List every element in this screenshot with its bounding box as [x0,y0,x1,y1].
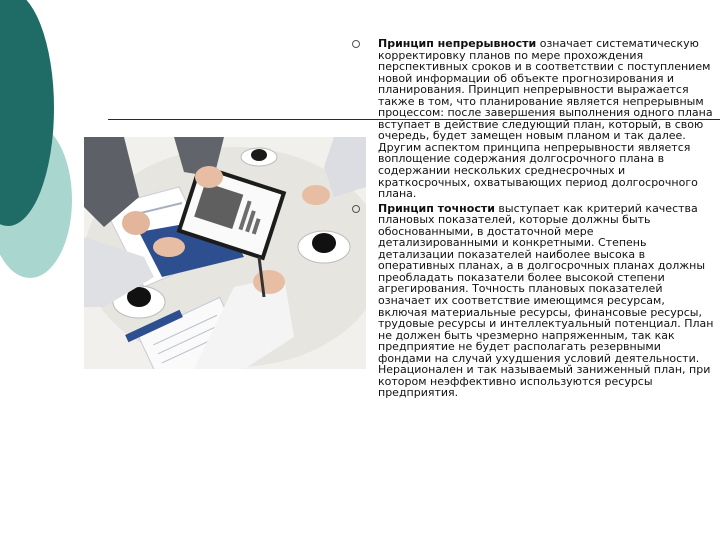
bullet-icon [352,205,360,213]
business-meeting-photo [84,137,366,369]
bullet-icon [352,40,360,48]
list-item-continuity [352,38,714,200]
content-list [352,38,714,399]
item-text: означает систематическую корректировку планов по мере прохождения перспективных сроков и в соответствии с поступлением новой информации об объекте прогнозирования и планирования. Принцип непрерывности выражается также в том, что планирование является непрерывным процессом: после завершения выполнения одного плана вступает в действие следующий план, который, в свою очередь, будет замещен новым планом и так далее. Другим аспектом принципа непрерывности является воплощение содержания долгосрочного плана в содержании нескольких среднесрочных и краткосрочных, охватывающих период долгосрочного плана. [378,37,713,201]
item-term: Принцип непрерывности [378,37,537,50]
list-item-accuracy [352,203,714,399]
item-text: выступает как критерий качества плановых показателей, которые должны быть обоснованными, в достаточной мере детализированными и конкретными. Степень детализации показателей наиболее высока в оперативных планах, а в долгосрочных планах должны преобладать показатели более высокой степени агрегирования. Точность плановых показателей означает их соответствие имеющимся ресурсам, включая материальные ресурсы, финансовые ресурсы, трудовые ресурсы и интеллектуальный потенциал. План не должен быть чрезмерно напряженным, так как предприятие не будет располагать резервными фондами на случай ухудшения условий деятельности. Нерационален и так называемый заниженный план, при котором неэффективно используются ресурсы предприятия. [378,201,714,400]
item-term: Принцип точности [378,201,495,215]
